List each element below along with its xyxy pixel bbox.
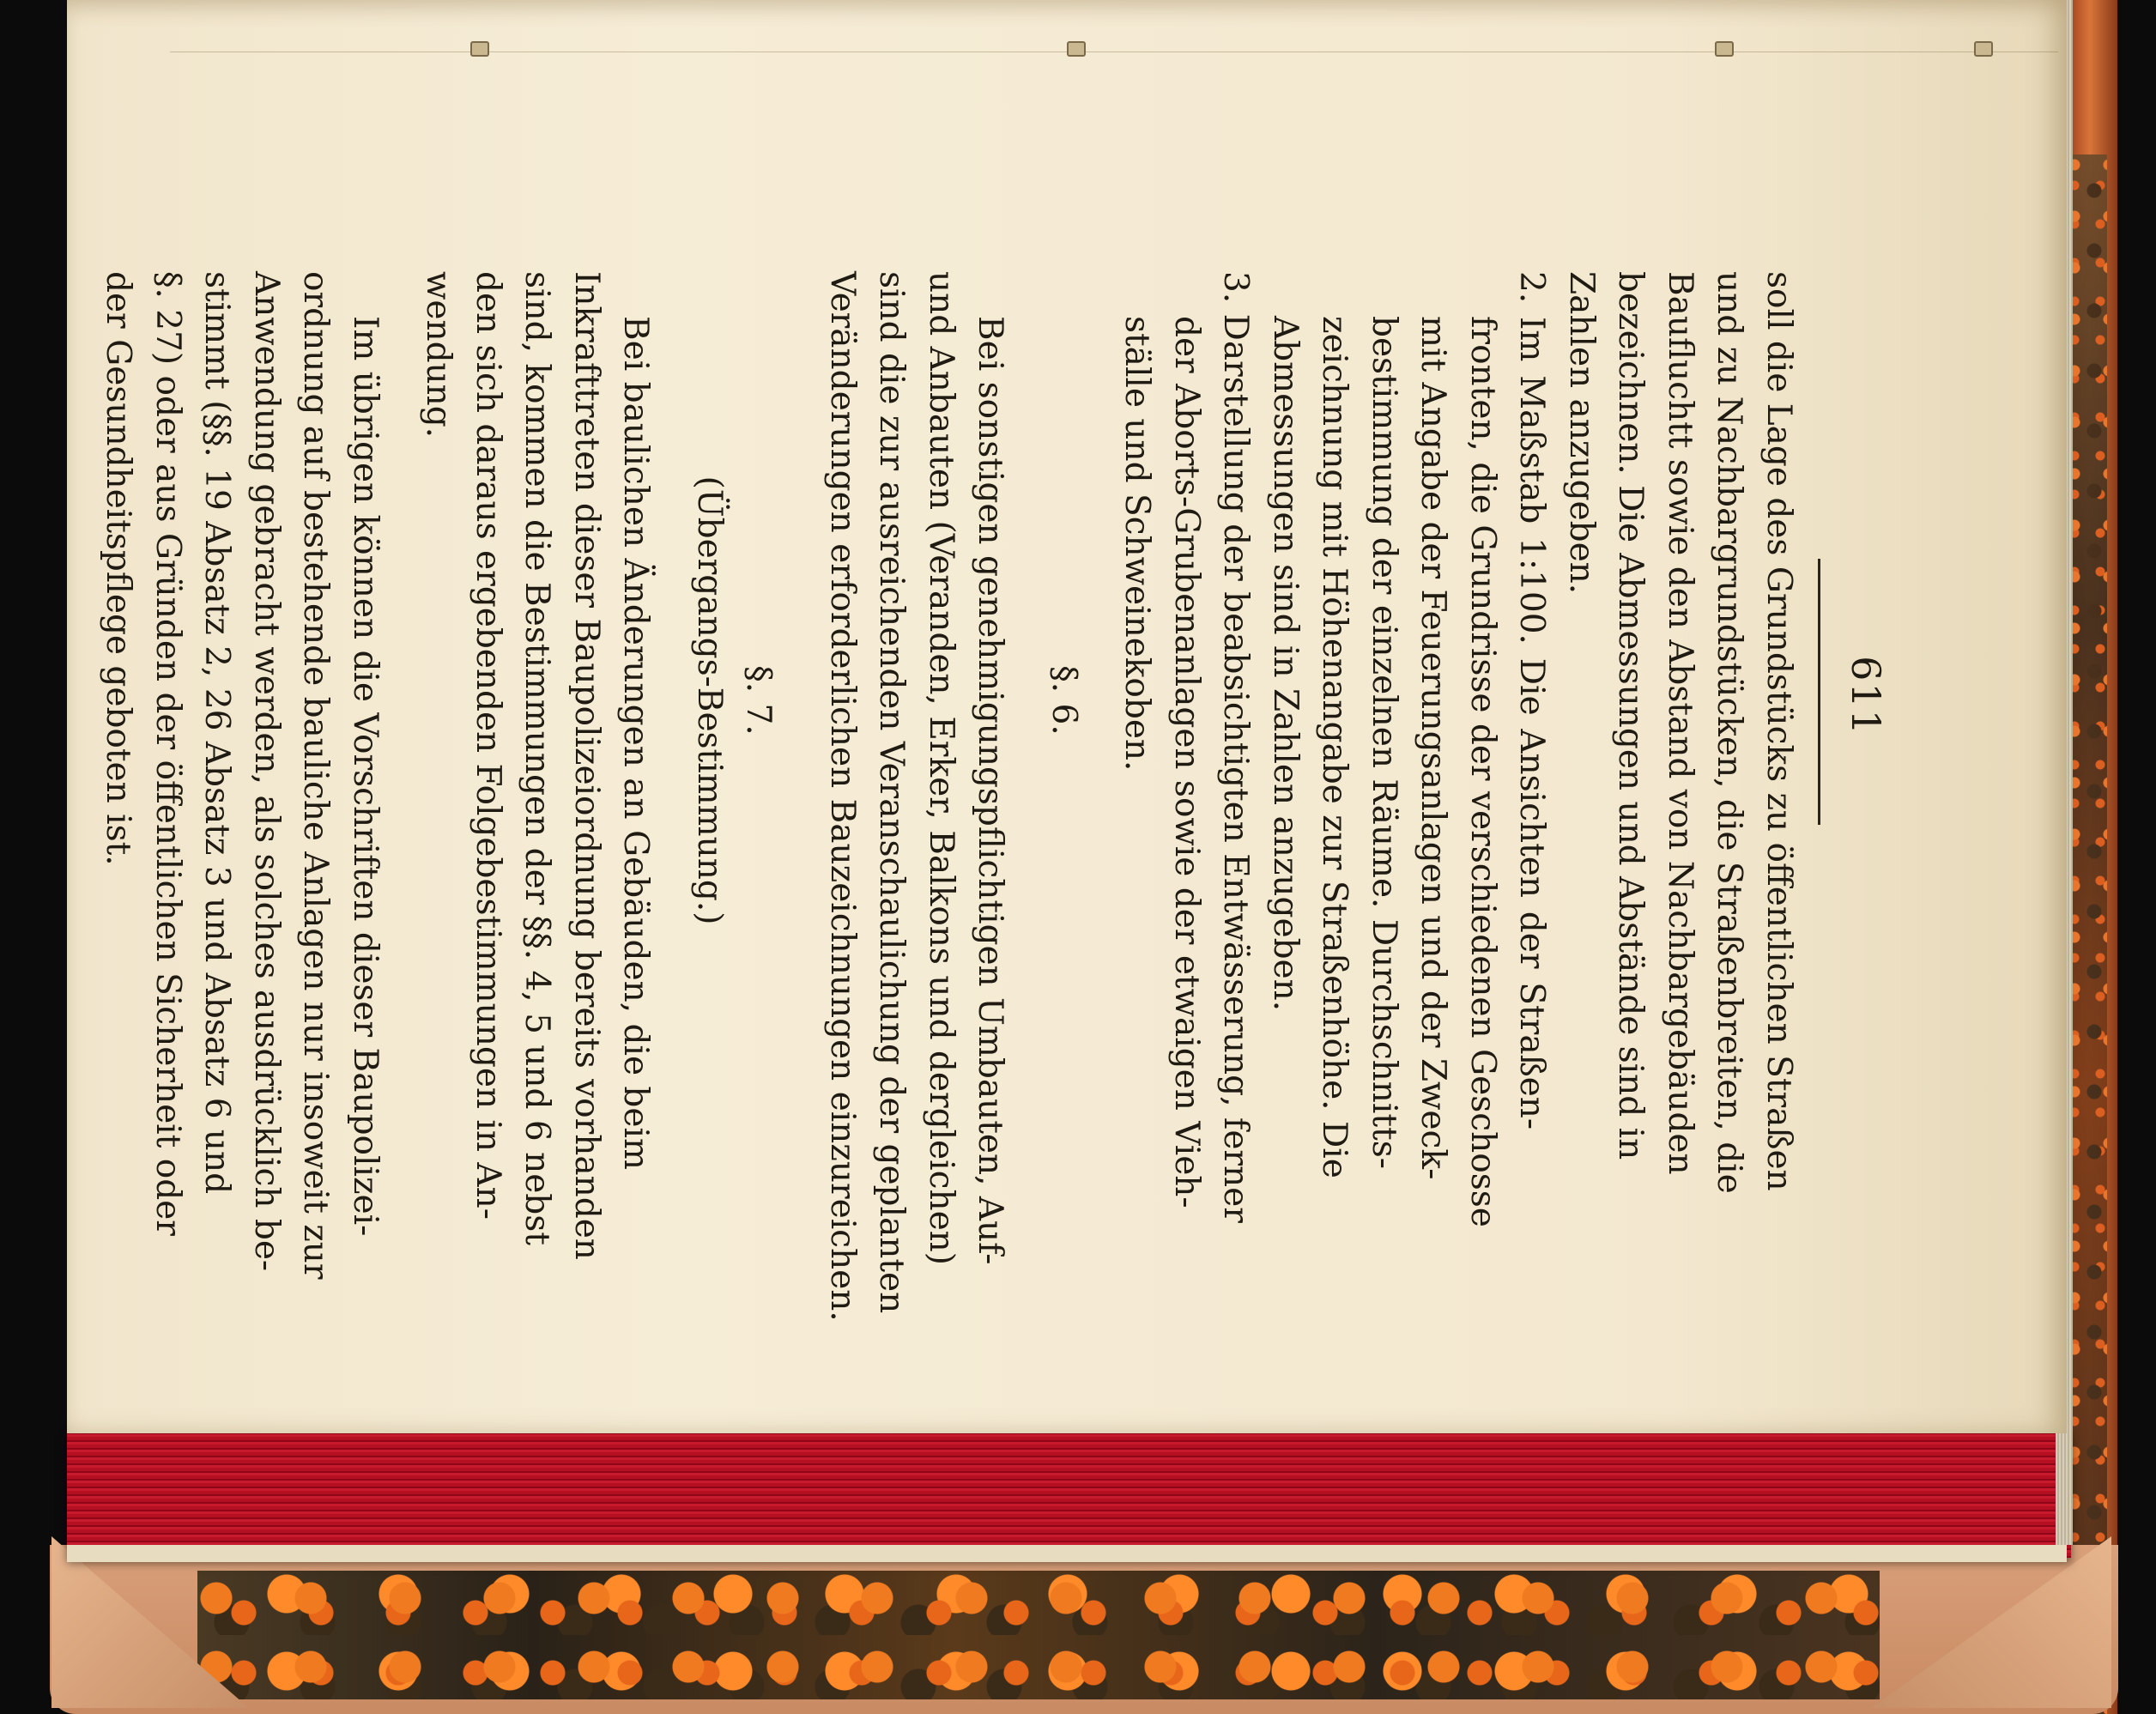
section-7-line: ordnung auf bestehende bauliche Anlagen nur insoweit zur <box>296 271 336 1280</box>
text-line: und zu Nachbargrundstücken, die Straßenbreiten, die <box>1710 271 1749 1194</box>
section-7-line: wendung. <box>419 271 458 439</box>
spacer <box>1088 271 1112 1130</box>
section-7-heading: §. 7. <box>739 665 778 736</box>
section-7-line: Inkrafttreten dieser Baupolizeiordnung bereits vorhanden <box>567 271 606 1260</box>
spacer <box>661 271 685 1130</box>
binding-stitch <box>1974 41 1993 57</box>
section-7-subheading: (Übergangs-Bestimmung.) <box>690 475 729 925</box>
section-7-line: stimmt (§§. 19 Absatz 2, 26 Absatz 3 und Absatz 6 und <box>197 271 237 1195</box>
list-item-2-line: Abmessungen sind in Zahlen anzugeben. <box>1266 316 1305 1012</box>
page-number-rule <box>1818 559 1820 825</box>
list-item-3-line: 3. Darstellung der beabsichtigten Entwässerung, ferner <box>1216 271 1256 1223</box>
list-item-2-line: mit Angabe der Feuerungsanlagen und der Zweck- <box>1414 316 1453 1180</box>
spacer <box>1015 271 1039 1130</box>
binding-stitch <box>1715 41 1734 57</box>
list-item-2-line: bestimmung der einzelnen Räume. Durchschnitts- <box>1365 316 1403 1169</box>
binding-stitch <box>1067 41 1086 57</box>
section-7-line: sind, kommen die Bestimmungen der §§. 4, 5 und 6 nebst <box>518 271 557 1245</box>
list-item-2-line: zeichnung mit Höhenangabe zur Straßenhöhe. Die <box>1315 316 1354 1178</box>
list-item-2-line: fronten, die Grundrisse der verschiedenen Geschosse <box>1463 316 1502 1227</box>
gutter-line <box>170 51 2058 52</box>
binding-stitch <box>470 41 489 57</box>
page-number: 611 <box>1843 656 1889 736</box>
section-6-line: und Anbauten (Veranden, Erker, Balkons und dergleichen) <box>922 271 960 1265</box>
section-6-line: Veränderungen erforderlichen Bauzeichnungen einzureichen. <box>823 271 862 1322</box>
list-item-2-line: 2. Im Maßstab 1:100. Die Ansichten der Straßen- <box>1512 271 1552 1130</box>
red-page-edges <box>67 1429 2071 1558</box>
page-text-rotated <box>99 190 1949 1322</box>
text-line: soll die Lage des Grundstücks zu öffentlichen Straßen <box>1759 271 1798 1191</box>
section-6-heading: §. 6. <box>1045 665 1083 736</box>
list-item-3-line: der Aborts-Grubenanlagen sowie der etwaigen Vieh- <box>1167 316 1206 1208</box>
text-line: Zahlen anzugeben. <box>1562 271 1601 595</box>
section-7-line: Im übrigen können die Vorschriften dieser Baupolizei- <box>346 316 385 1237</box>
spacer <box>390 271 414 1130</box>
marbled-paper-cover <box>197 1571 1880 1699</box>
section-7-line: §. 27) oder aus Gründen der öffentlichen Sicherheit oder <box>148 271 187 1236</box>
page-block-underside <box>67 1545 2067 1562</box>
section-6-line: Bei sonstigen genehmigungspflichtigen Umbauten, Auf- <box>971 316 1010 1265</box>
text-line: bezeichnen. Die Abmessungen und Abstände sind in <box>1611 271 1650 1160</box>
section-7-line: der Gesundheitspflege geboten ist. <box>99 271 138 866</box>
list-item-3-line: ställe und Schweinekoben. <box>1117 316 1157 772</box>
spacer <box>784 271 818 1130</box>
section-6-line: sind die zur ausreichenden Veranschaulichung der geplanten <box>872 271 911 1314</box>
section-7-line: Anwendung gebracht werden, als solches ausdrücklich be- <box>247 271 286 1272</box>
text-line: Baufluchtt sowie den Abstand von Nachbargebäuden <box>1661 271 1699 1175</box>
page-body <box>94 271 1803 1322</box>
section-7-line: Bei baulichen Änderungen an Gebäuden, die beim <box>616 316 656 1170</box>
section-7-line: den sich daraus ergebenden Folgebestimmungen in An- <box>469 271 507 1220</box>
